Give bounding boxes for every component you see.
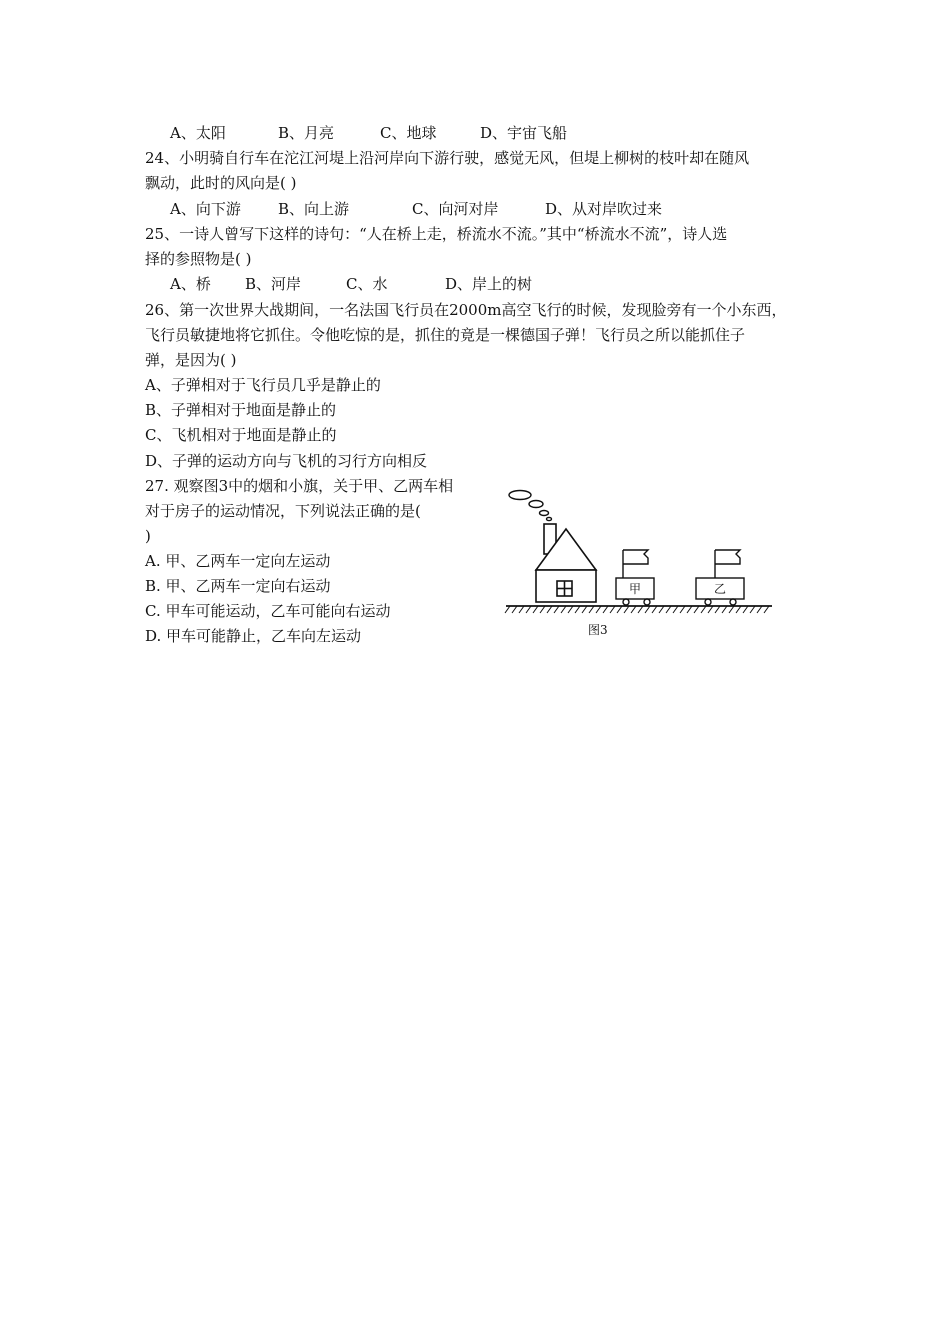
ground-hatch-stroke [666,606,671,613]
ground-hatch-stroke [554,606,559,613]
car-jia-label: 甲 [628,582,642,596]
q26-text-line3: 弹，是因为( ) [145,351,237,369]
q25-text-line2: 择的参照物是( ) [145,250,252,268]
ground-hatching [505,606,769,613]
q24-option-d: D、从对岸吹过来 [545,200,663,218]
q25-option-c: C、水 [346,275,388,293]
ground-hatch-stroke [547,606,552,613]
ground-hatch-stroke [694,606,699,613]
ground-hatch-stroke [519,606,524,613]
q26-option-c: C、飞机相对于地面是静止的 [145,426,337,444]
ground-hatch-stroke [659,606,664,613]
q27-text-line1: 27. 观察图3中的烟和小旗，关于甲、乙两车相 [145,477,454,495]
q25-option-d: D、岸上的树 [445,275,533,293]
car-yi-wheel-right [730,599,736,605]
ground-hatch-stroke [645,606,650,613]
ground-hatch-stroke [512,606,517,613]
ground-hatch-stroke [729,606,734,613]
ground-hatch-stroke [757,606,762,613]
car-yi-wheel-left [705,599,711,605]
car-yi [696,550,744,605]
ground-hatch-stroke [631,606,636,613]
ground-hatch-stroke [722,606,727,613]
q24-option-a: A、向下游 [170,200,241,218]
q27-text-line2: 对于房子的运动情况，下列说法正确的是( [145,502,421,520]
ground-hatch-stroke [652,606,657,613]
q27-option-a: A. 甲、乙两车一定向左运动 [145,552,331,570]
ground-hatch-stroke [610,606,615,613]
ground-hatch-stroke [568,606,573,613]
q24-option-c: C、向河对岸 [412,200,499,218]
q23-option-a: A、太阳 [170,124,226,142]
q27-option-c: C. 甲车可能运动，乙车可能向右运动 [145,602,391,620]
q23-option-c: C、地球 [380,124,437,142]
ground-hatch-stroke [526,606,531,613]
car-jia-wheel-right [644,599,650,605]
ground-hatch-stroke [708,606,713,613]
smoke-puff-medium [529,501,543,508]
ground-hatch-stroke [624,606,629,613]
q24-text-line2: 飘动，此时的风向是( ) [145,174,297,192]
q26-text-line2: 飞行员敏捷地将它抓住。令他吃惊的是，抓住的竟是一棵德国子弹！飞行员之所以能抓住子 [145,326,746,344]
ground-hatch-stroke [736,606,741,613]
q23-option-b: B、月亮 [278,124,335,142]
q27-option-d: D. 甲车可能静止，乙车向左运动 [145,627,362,645]
q26-option-d: D、子弹的运动方向与飞机的习行方向相反 [145,452,428,470]
q25-option-a: A、桥 [170,275,211,293]
car-jia [616,550,654,605]
smoke-puff-tiny [547,517,552,520]
ground-hatch-stroke [561,606,566,613]
q26-option-b: B、子弹相对于地面是静止的 [145,401,337,419]
ground-hatch-stroke [582,606,587,613]
ground-hatch-stroke [575,606,580,613]
smoke-puff-large [509,491,531,500]
q27-text-line3: ) [145,527,151,545]
house-body [536,570,596,602]
car-yi-flag [715,550,740,564]
ground-hatch-stroke [589,606,594,613]
car-jia-flag [623,550,648,564]
q25-text-line1: 25、一诗人曾写下这样的诗句：“人在桥上走，桥流水不流。”其中“桥流水不流”，诗人选 [145,225,728,243]
ground-hatch-stroke [603,606,608,613]
ground-hatch-stroke [680,606,685,613]
q23-option-d: D、宇宙飞船 [480,124,568,142]
car-yi-label: 乙 [713,582,727,596]
ground-hatch-stroke [617,606,622,613]
ground-hatch-stroke [638,606,643,613]
q25-option-b: B、河岸 [245,275,302,293]
house [536,524,596,602]
q24-text-line1: 24、小明骑自行车在沱江河堤上沿河岸向下游行驶，感觉无风，但堤上柳树的枝叶却在随风 [145,149,750,167]
smoke [509,491,552,521]
ground-hatch-stroke [764,606,769,613]
car-jia-wheel-left [623,599,629,605]
ground-hatch-stroke [505,606,510,613]
figure-house-and-cars [500,482,780,642]
smoke-puff-small [540,511,549,516]
q26-option-a: A、子弹相对于飞行员几乎是静止的 [145,376,381,394]
ground-hatch-stroke [540,606,545,613]
ground-hatch-stroke [687,606,692,613]
q27-option-b: B. 甲、乙两车一定向右运动 [145,577,331,595]
figure-caption: 图3 [588,623,608,637]
ground-hatch-stroke [533,606,538,613]
q24-option-b: B、向上游 [278,200,350,218]
ground-hatch-stroke [673,606,678,613]
ground-hatch-stroke [715,606,720,613]
q26-text-line1: 26、第一次世界大战期间，一名法国飞行员在2000m高空飞行的时候，发现脸旁有一个小东西， [145,301,787,319]
ground-hatch-stroke [596,606,601,613]
ground-hatch-stroke [743,606,748,613]
ground-hatch-stroke [701,606,706,613]
ground-hatch-stroke [750,606,755,613]
